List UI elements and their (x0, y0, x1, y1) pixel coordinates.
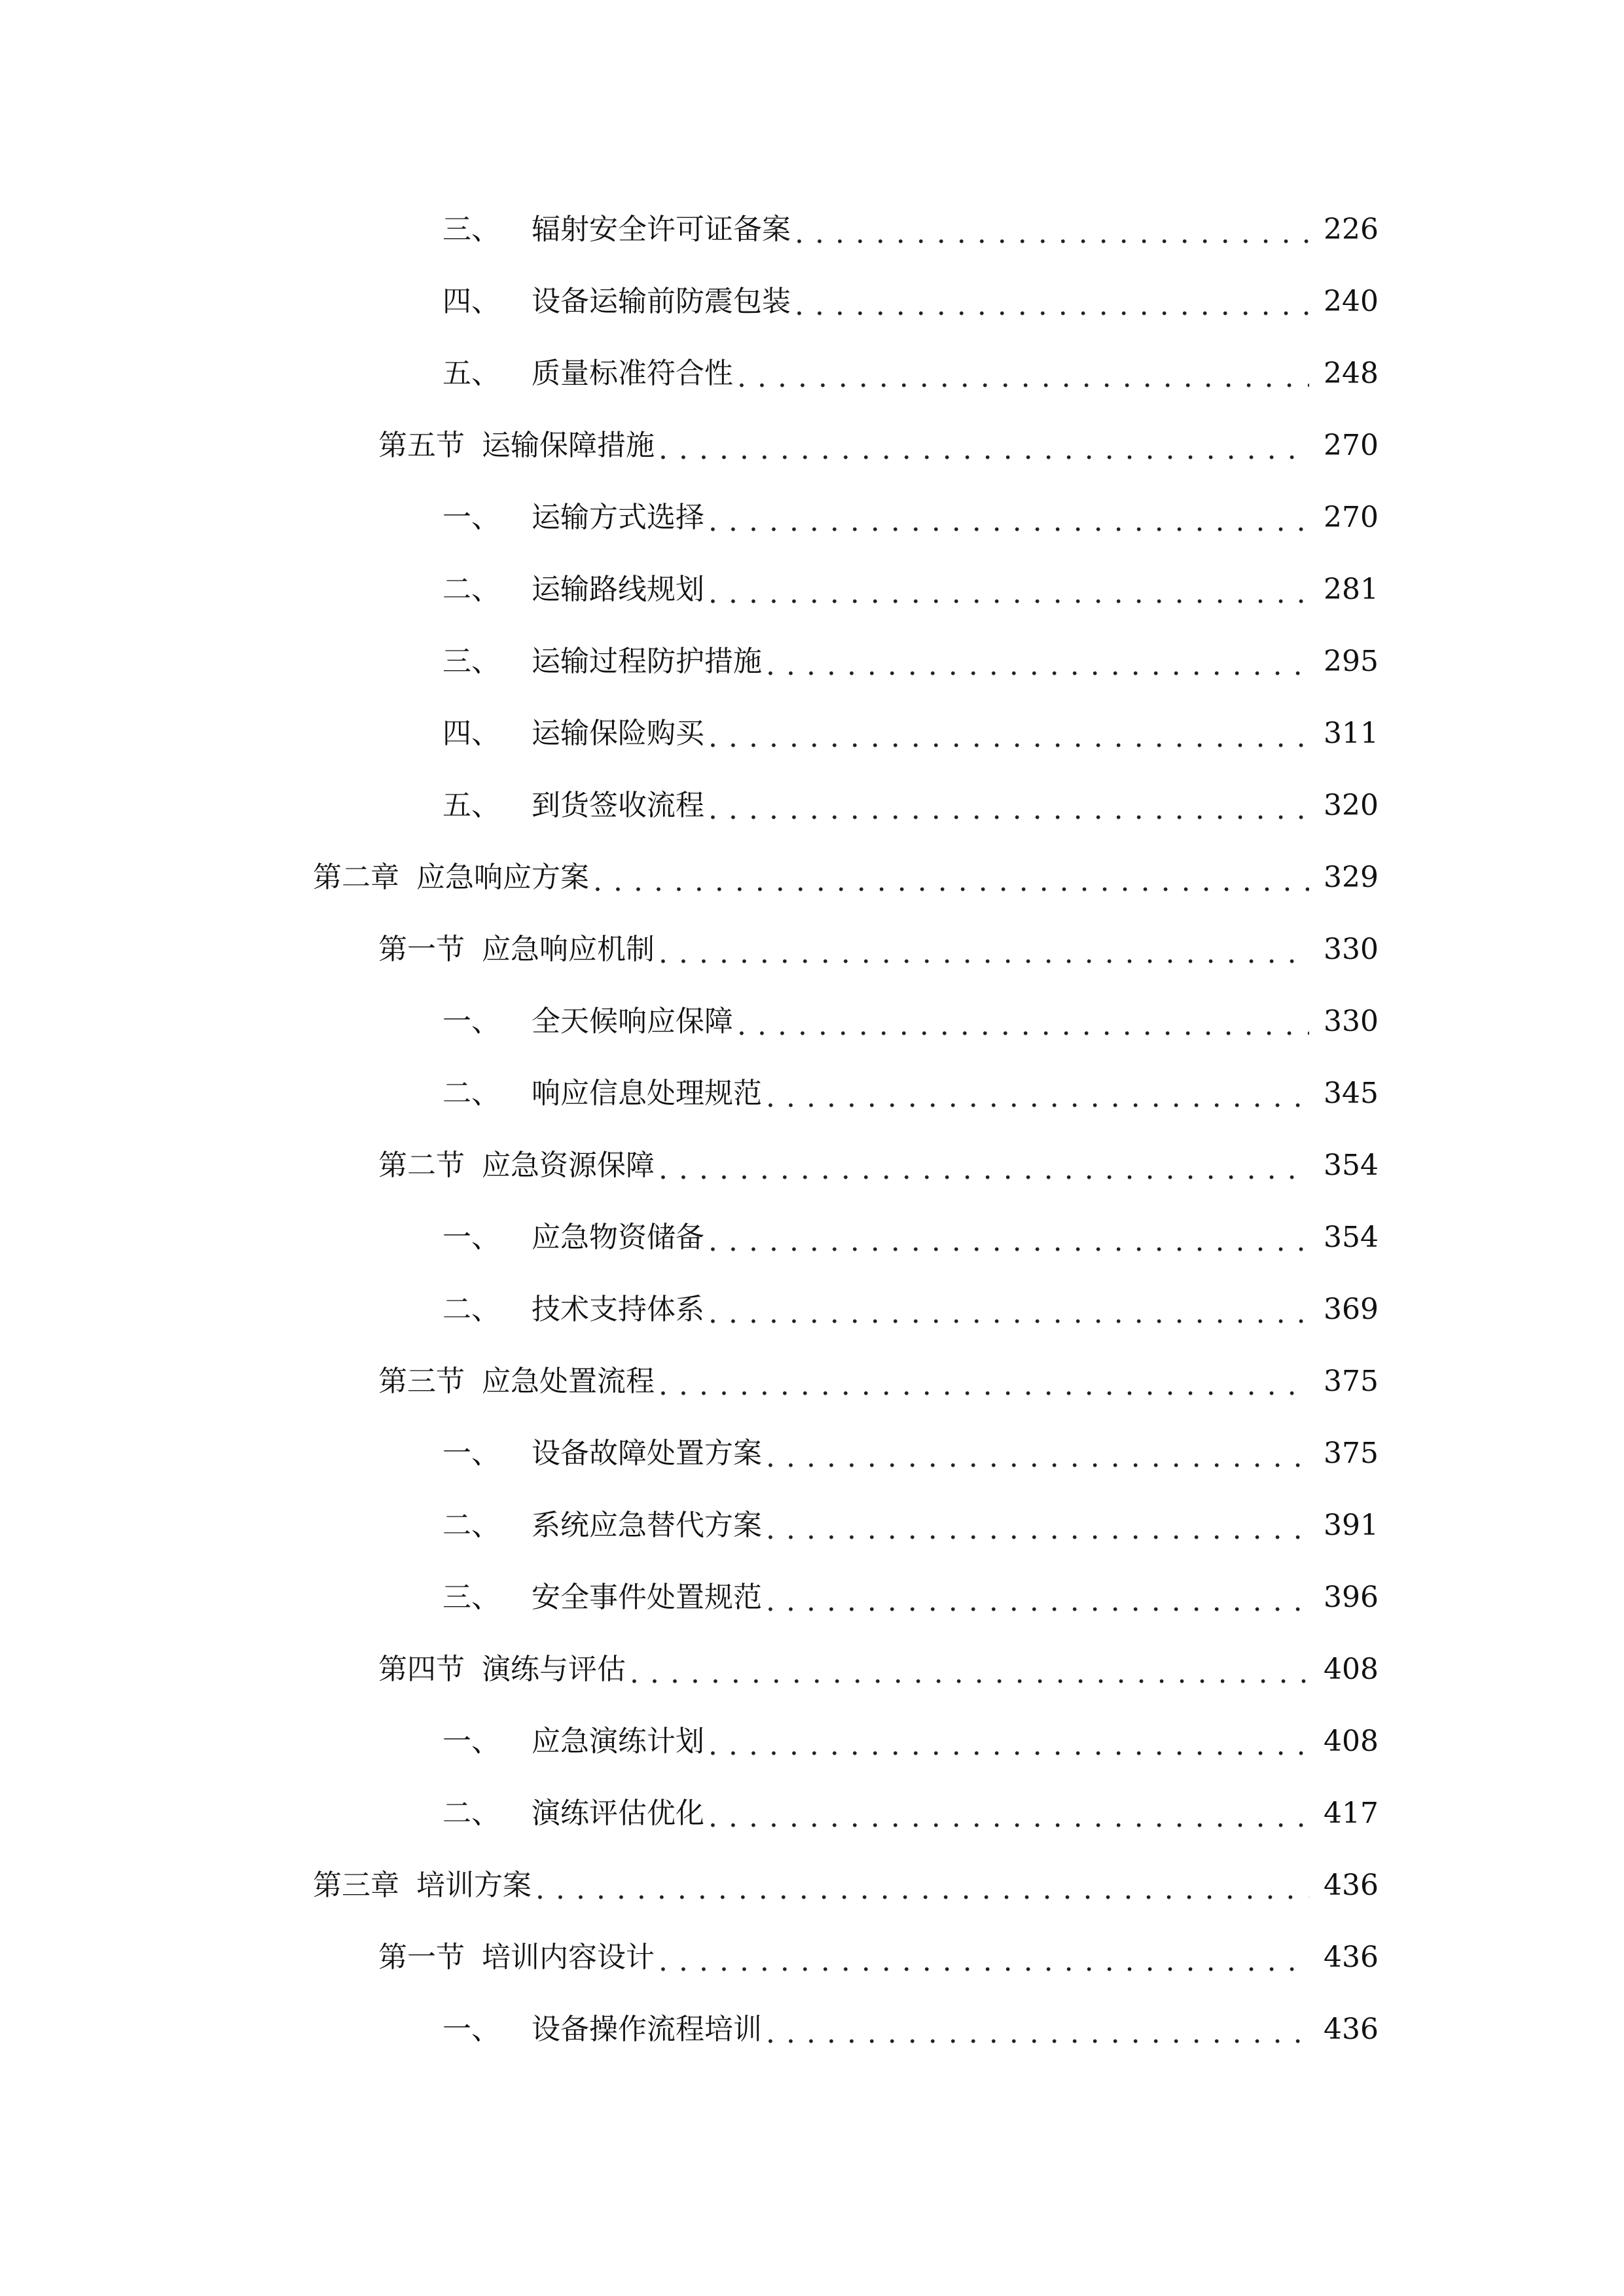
toc-page-number: 391 (1324, 1509, 1379, 1542)
toc-entry-title: 全天候响应保障 (532, 1005, 733, 1038)
toc-page-number: 270 (1324, 501, 1379, 534)
toc-page-number: 396 (1324, 1581, 1379, 1614)
toc-entry-number: 一、 (442, 501, 500, 534)
toc-entry-title: 响应信息处理规范 (532, 1077, 762, 1110)
toc-entry[interactable] (0, 1562, 1624, 1634)
toc-entry-title: 辐射安全许可证备案 (532, 213, 791, 246)
toc-entry[interactable] (0, 410, 1624, 482)
toc-dot-leader (659, 1155, 1309, 1184)
toc-dot-leader (766, 651, 1309, 680)
toc-entry-title: 培训内容设计 (482, 1941, 655, 1974)
toc-entry[interactable] (0, 1274, 1624, 1346)
toc-dot-leader (737, 363, 1309, 392)
toc-dot-leader (708, 1299, 1309, 1328)
toc-entry[interactable] (0, 1850, 1624, 1922)
toc-entry-number: 第五节 (378, 429, 465, 462)
toc-entry-number: 第三节 (378, 1365, 465, 1398)
toc-entry[interactable] (0, 1418, 1624, 1490)
toc-dot-leader (708, 1227, 1309, 1256)
toc-page-number: 248 (1324, 357, 1379, 390)
toc-dot-leader (708, 723, 1309, 752)
toc-entry-title: 应急响应方案 (416, 861, 589, 894)
toc-dot-leader (795, 219, 1309, 248)
toc-entry-title: 应急处置流程 (482, 1365, 655, 1398)
toc-entry[interactable] (0, 338, 1624, 410)
toc-entry-title: 演练评估优化 (532, 1797, 704, 1830)
toc-entry[interactable] (0, 626, 1624, 698)
toc-entry[interactable] (0, 698, 1624, 770)
toc-page-number: 369 (1324, 1293, 1379, 1326)
toc-entry-title: 系统应急替代方案 (532, 1509, 762, 1542)
toc-dot-leader (659, 939, 1309, 968)
toc-entry-number: 二、 (442, 1293, 500, 1326)
toc-page-number: 436 (1324, 1941, 1379, 1974)
toc-entry-title: 技术支持体系 (532, 1293, 704, 1326)
toc-entry-number: 一、 (442, 1725, 500, 1758)
toc-dot-leader (708, 507, 1309, 536)
toc-entry-number: 第一节 (378, 1941, 465, 1974)
toc-page-number: 330 (1324, 1005, 1379, 1038)
toc-page-number: 281 (1324, 573, 1379, 606)
toc-entry-title: 设备操作流程培训 (532, 2013, 762, 2046)
toc-dot-leader (708, 1803, 1309, 1832)
toc-entry-number: 四、 (442, 285, 500, 318)
toc-page-number: 354 (1324, 1221, 1379, 1254)
toc-page-number: 354 (1324, 1149, 1379, 1182)
toc-entry[interactable] (0, 1634, 1624, 1706)
toc-dot-leader (766, 1587, 1309, 1616)
toc-dot-leader (659, 435, 1309, 464)
toc-entry[interactable] (0, 1778, 1624, 1850)
toc-dot-leader (795, 291, 1309, 320)
toc-page-number: 345 (1324, 1077, 1379, 1110)
toc-entry-number: 五、 (442, 789, 500, 822)
toc-dot-leader (630, 1659, 1309, 1688)
toc-entry[interactable] (0, 1202, 1624, 1274)
toc-entry-title: 应急资源保障 (482, 1149, 655, 1182)
toc-entry-number: 第四节 (378, 1653, 465, 1686)
toc-entry[interactable] (0, 986, 1624, 1058)
toc-entry-title: 到货签收流程 (532, 789, 704, 822)
toc-entry-number: 三、 (442, 1581, 500, 1614)
toc-entry-title: 运输保险购买 (532, 717, 704, 750)
toc-entry-title: 应急物资储备 (532, 1221, 704, 1254)
toc-entry-title: 运输路线规划 (532, 573, 704, 606)
toc-entry[interactable] (0, 1706, 1624, 1778)
toc-entry[interactable] (0, 1994, 1624, 2066)
toc-entry-title: 演练与评估 (482, 1653, 626, 1686)
toc-entry-title: 培训方案 (416, 1869, 532, 1902)
toc-dot-leader (535, 1875, 1309, 1904)
toc-entry-title: 运输方式选择 (532, 501, 704, 534)
toc-entry-number: 二、 (442, 573, 500, 606)
toc-entry-number: 一、 (442, 1437, 500, 1470)
toc-page-number: 240 (1324, 285, 1379, 318)
toc-entry-title: 设备故障处置方案 (532, 1437, 762, 1470)
toc-entry-number: 一、 (442, 1005, 500, 1038)
toc-page-number: 417 (1324, 1797, 1379, 1830)
toc-dot-leader (766, 1443, 1309, 1472)
toc-page-number: 270 (1324, 429, 1379, 462)
toc-entry-number: 一、 (442, 1221, 500, 1254)
toc-page-number: 320 (1324, 789, 1379, 822)
toc-entry[interactable] (0, 1922, 1624, 1994)
toc-entry[interactable] (0, 194, 1624, 266)
toc-entry-title: 设备运输前防震包装 (532, 285, 791, 318)
toc-entry-number: 二、 (442, 1077, 500, 1110)
toc-entry[interactable] (0, 482, 1624, 554)
toc-dot-leader (766, 2019, 1309, 2048)
toc-page-number: 436 (1324, 2013, 1379, 2046)
toc-entry-number: 一、 (442, 2013, 500, 2046)
toc-dot-leader (766, 1083, 1309, 1112)
toc-page-number: 226 (1324, 213, 1379, 246)
toc-page-number: 436 (1324, 1869, 1379, 1902)
toc-entry-title: 运输保障措施 (482, 429, 655, 462)
toc-page-number: 311 (1324, 717, 1379, 750)
toc-page-number: 375 (1324, 1365, 1379, 1398)
toc-dot-leader (659, 1947, 1309, 1976)
toc-entry[interactable] (0, 770, 1624, 842)
toc-dot-leader (708, 795, 1309, 824)
toc-page-number: 408 (1324, 1725, 1379, 1758)
toc-entry-number: 第三章 (313, 1869, 399, 1902)
toc-entry-title: 运输过程防护措施 (532, 645, 762, 678)
toc-dot-leader (659, 1371, 1309, 1400)
toc-page-number: 408 (1324, 1653, 1379, 1686)
toc-entry[interactable] (0, 554, 1624, 626)
toc-dot-leader (766, 1515, 1309, 1544)
toc-dot-leader (708, 579, 1309, 608)
toc-entry[interactable] (0, 266, 1624, 338)
toc-page-number: 375 (1324, 1437, 1379, 1470)
toc-page-number: 295 (1324, 645, 1379, 678)
toc-entry[interactable] (0, 842, 1624, 914)
toc-entry-title: 应急演练计划 (532, 1725, 704, 1758)
toc-entry[interactable] (0, 1130, 1624, 1202)
toc-dot-leader (708, 1731, 1309, 1760)
toc-page-number: 330 (1324, 933, 1379, 966)
table-of-contents (0, 194, 1624, 2066)
toc-entry-number: 三、 (442, 645, 500, 678)
toc-entry-number: 三、 (442, 213, 500, 246)
toc-entry[interactable] (0, 1058, 1624, 1130)
toc-entry-number: 第二章 (313, 861, 399, 894)
toc-entry-number: 二、 (442, 1509, 500, 1542)
toc-entry-number: 第一节 (378, 933, 465, 966)
toc-entry[interactable] (0, 914, 1624, 986)
toc-entry-number: 五、 (442, 357, 500, 390)
toc-entry-number: 二、 (442, 1797, 500, 1830)
toc-entry[interactable] (0, 1346, 1624, 1418)
toc-entry-number: 四、 (442, 717, 500, 750)
toc-entry-title: 质量标准符合性 (532, 357, 733, 390)
toc-page-number: 329 (1324, 861, 1379, 894)
toc-entry-title: 安全事件处置规范 (532, 1581, 762, 1614)
toc-dot-leader (593, 867, 1309, 896)
toc-entry[interactable] (0, 1490, 1624, 1562)
toc-dot-leader (737, 1011, 1309, 1040)
toc-entry-title: 应急响应机制 (482, 933, 655, 966)
toc-entry-number: 第二节 (378, 1149, 465, 1182)
